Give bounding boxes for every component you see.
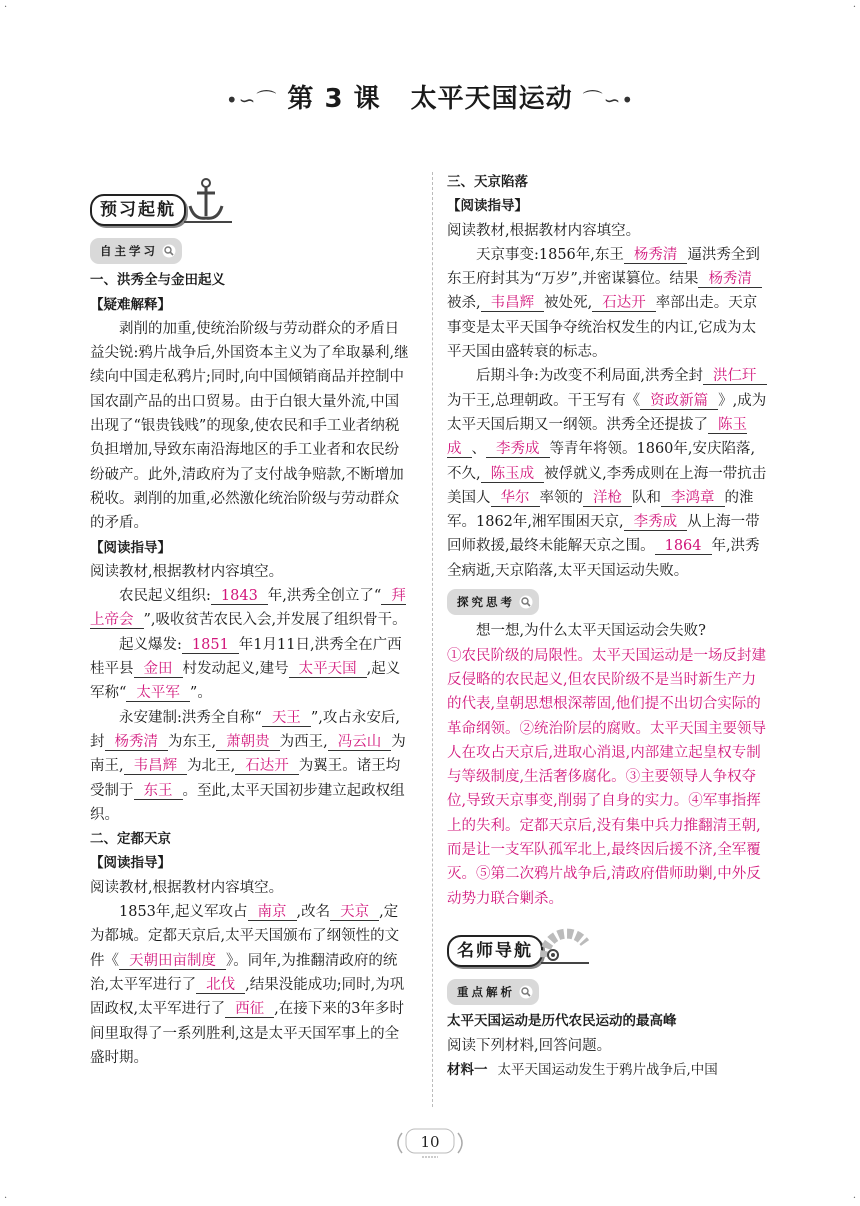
material-label: 材料一 <box>447 1061 488 1078</box>
answer-blank: 冯云山 <box>328 734 392 751</box>
reading-guide-2: 【阅读指导】 <box>90 855 171 872</box>
text-span: 逼洪秀全到东王府封其为“万岁”,并密谋篡位。结果 <box>447 246 760 288</box>
text-span: 被杀, <box>447 295 481 312</box>
teacher-banner-label: 名师导航 <box>447 935 543 967</box>
tianjing-incident-paragraph <box>447 243 769 364</box>
difficult-heading: 【疑难解释】 <box>90 296 171 313</box>
answer-blank: 杨秀清 <box>105 734 169 751</box>
page-number-badge <box>392 1125 468 1161</box>
page-title <box>0 78 860 115</box>
reading-instruction-2: 阅读教材,根据教材内容填空。 <box>90 879 284 896</box>
answer-blank: 杨秀清 <box>624 247 688 264</box>
text-span: 为西王, <box>279 733 328 750</box>
answer-blank: 洋枪 <box>583 490 632 507</box>
key-instruction: 阅读下列材料,回答问题。 <box>447 1037 612 1054</box>
tag-explore <box>447 589 539 615</box>
magnifier-icon <box>519 595 533 609</box>
text-span: 后期斗争:为改变不利局面,洪秀全封 <box>476 368 703 385</box>
difficult-text: 剥削的加重,使统治阶级与劳动群众的矛盾日益尖锐:鸦片战争后,外国资本主义为了牟取暴利,继续向中国走私鸦片;同时,向中国倾销商品并控制中国农副产品的出口贸易。由于白银大量外流,中国出现了“银贵钱贱”的现象,使农民和手工业者纳税负担增加,导致东南沿海地区的手工业者和农民纷纷破产。此外,清政府为了支付战争赔款,不断增加税收。剥削的加重,必然激化统治阶级与劳动群众的矛盾。 <box>90 320 409 532</box>
answer-blank: 东王 <box>134 783 183 800</box>
text-span: 农民起义组织: <box>119 588 211 605</box>
tag-key-label: 重点解析 <box>457 984 515 999</box>
section3-heading: 三、天京陷落 <box>447 174 528 190</box>
text-span: 为东王, <box>168 733 217 750</box>
answer-blank: 南京 <box>248 904 297 921</box>
answer-blank: 西征 <box>225 1001 274 1018</box>
swirl-right-icon: ⌒∽• <box>582 88 635 112</box>
text-span: 年1月11日,洪秀全在广西桂平县 <box>90 636 402 678</box>
text-span: 1853年,起义军攻占 <box>119 904 248 921</box>
answer-blank: 1864 <box>655 538 712 555</box>
lesson-name: 太平天国运动 <box>410 84 573 114</box>
capital-paragraph <box>90 900 412 1070</box>
text-span: 为北王, <box>187 758 236 775</box>
answer-blank: 拜上帝会 <box>90 588 406 629</box>
org-paragraph <box>90 584 412 633</box>
corner-mark-top-left: · <box>4 2 8 13</box>
corner-mark-bottom-right: · <box>852 1193 856 1204</box>
teacher-banner <box>447 915 769 967</box>
tag-self-study <box>90 238 182 264</box>
text-span: 队和 <box>632 489 661 506</box>
answer-blank: 陈玉成 <box>447 416 747 458</box>
answer-blank: 萧朝贵 <box>216 734 280 751</box>
text-span: 天京事变:1856年,东王 <box>476 246 624 263</box>
reading-guide-3: 【阅读指导】 <box>447 198 528 215</box>
text-span: 被处死, <box>544 295 593 312</box>
material-one <box>447 1058 769 1082</box>
text-span: 起义爆发: <box>119 636 182 653</box>
corner-mark-top-right: · <box>852 2 856 13</box>
answer-blank: 太平天国 <box>289 661 367 678</box>
text-span: 、 <box>471 441 486 458</box>
section2-heading: 二、定都天京 <box>90 831 171 848</box>
tag-key-analysis <box>447 979 539 1005</box>
reading-instruction-3: 阅读教材,根据教材内容填空。 <box>447 222 641 239</box>
preview-banner <box>90 174 412 226</box>
answer-blank: 李秀成 <box>486 441 550 458</box>
text-span: 村发动起义,建号 <box>182 661 289 678</box>
text-span: 为南王, <box>90 733 406 775</box>
text-span: 率领的 <box>539 489 583 506</box>
answer-blank: 洪仁玕 <box>703 368 767 385</box>
reading-guide-1: 【阅读指导】 <box>90 539 171 556</box>
text-span: 为干王,总理朝政。干王写有《 <box>447 392 641 409</box>
answer-blank: 石达开 <box>592 295 656 312</box>
explore-question: 想一想,为什么太平天国运动会失败? <box>476 623 706 640</box>
text-span: ,结果没能成功;同时,为巩固政权,太平军进行了 <box>90 976 405 1018</box>
late-struggle-paragraph <box>447 364 769 583</box>
page-number: 10 <box>420 1133 440 1151</box>
dial-icon <box>537 917 593 967</box>
text-span: ”。 <box>189 685 212 702</box>
explore-answer: ①农民阶级的局限性。太平天国运动是一场反封建反侵略的农民起义,但农民阶级不是当时新生产力的代表,皇朝思想根深蒂固,他们提不出切合实际的革命纲领。②统治阶层的腐败。太平天国主要领导人在攻占天京后,进取心消退,内部建立起皇权专制与等级制度,生活奢侈腐化。③主要领导人争权夺位,导致天京事变,削弱了自身的实力。④军事指挥上的失利。定都天京后,没有集中兵力推翻清王朝,而是让一支军队孤军北上,最终因后援不济,全军覆灭。⑤第二次鸦片战争后,清政府借师助剿,中外反动势力联合剿杀。 <box>447 647 766 907</box>
text-span: ,定为都城。定都天京后,太平天国颁布了纲领性的文件《 <box>90 904 400 969</box>
text-span: 》,成为太平天国后期又一纲领。洪秀全还提拔了 <box>447 392 767 433</box>
answer-blank: 华尔 <box>491 490 540 507</box>
tag-self-study-label: 自主学习 <box>100 244 158 258</box>
tag-explore-label: 探究思考 <box>457 595 515 610</box>
answer-blank: 石达开 <box>235 758 299 775</box>
section1-heading: 一、洪秀全与金田起义 <box>90 272 225 289</box>
answer-blank: 李鸿章 <box>661 490 725 507</box>
text-span: 。至此,太平天国初步建立起政权组织。 <box>90 782 405 823</box>
answer-blank: 北伐 <box>196 977 245 994</box>
answer-blank: 天王 <box>262 710 311 727</box>
text-span: 》。同年,为推翻清政府的统治,太平军进行了 <box>90 952 398 993</box>
answer-blank: 资政新篇 <box>640 393 718 410</box>
answer-blank: 韦昌辉 <box>124 758 188 775</box>
text-span: ”,吸收贫苦农民入会,并发展了组织骨干。 <box>143 612 407 629</box>
text-span: ,起义军称“ <box>90 661 401 702</box>
anchor-icon <box>180 176 236 226</box>
right-column <box>447 170 769 1082</box>
answer-blank: 1843 <box>211 588 268 605</box>
yongan-paragraph <box>90 706 412 827</box>
text-span: 年,洪秀全病逝,天京陷落,太平天国运动失败。 <box>447 538 760 579</box>
text-span: ,在接下来的3年多时间里取得了一系列胜利,这是太平天国军事上的全盛时期。 <box>90 1001 404 1066</box>
lesson-number: 第 3 课 <box>287 84 381 114</box>
answer-blank: 天京 <box>330 904 379 921</box>
answer-blank: 天朝田亩制度 <box>119 953 226 970</box>
magnifier-icon <box>162 244 176 258</box>
uprising-paragraph <box>90 633 412 706</box>
text-span: 率部出走。天京事变是太平天国争夺统治权发生的内讧,它成为太平天国由盛转衰的标志。 <box>447 295 758 361</box>
left-column <box>90 170 412 1070</box>
text-span: 年,洪秀全创立了“ <box>267 588 382 605</box>
answer-blank: 1851 <box>182 637 239 654</box>
text-span: ,改名 <box>296 904 331 921</box>
material-text: 太平天国运动发生于鸦片战争后,中国 <box>497 1061 718 1078</box>
text-span: 为翼王。诸王均受制于 <box>90 758 401 799</box>
answer-blank: 李秀成 <box>624 514 688 531</box>
corner-mark-bottom-left: · <box>4 1193 8 1204</box>
answer-blank: 太平军 <box>126 685 190 702</box>
text-span: 的淮军。1862年,湘军围困天京, <box>447 489 754 531</box>
text-span: ”,攻占永安后,封 <box>90 709 400 750</box>
swirl-left-icon: •∽⌒ <box>225 88 278 112</box>
text-span: 从上海一带回师救援,最终未能解天京之围。 <box>447 514 760 555</box>
key-point-title: 太平天国运动是历代农民运动的最高峰 <box>447 1013 677 1030</box>
magnifier-icon <box>519 985 533 999</box>
text-span: 等青年将领。1860年,安庆陷落,不久, <box>447 441 756 482</box>
answer-blank: 韦昌辉 <box>481 295 545 312</box>
reading-instruction-1: 阅读教材,根据教材内容填空。 <box>90 563 284 580</box>
text-span: 永安建制:洪秀全自称“ <box>119 709 262 726</box>
text-span: 被俘就义,李秀成则在上海一带抗击美国人 <box>447 465 767 506</box>
column-divider <box>432 172 433 1107</box>
answer-blank: 陈玉成 <box>481 466 545 483</box>
answer-blank: 金田 <box>134 661 183 678</box>
answer-blank: 杨秀清 <box>698 271 762 288</box>
preview-banner-label: 预习起航 <box>90 194 186 226</box>
